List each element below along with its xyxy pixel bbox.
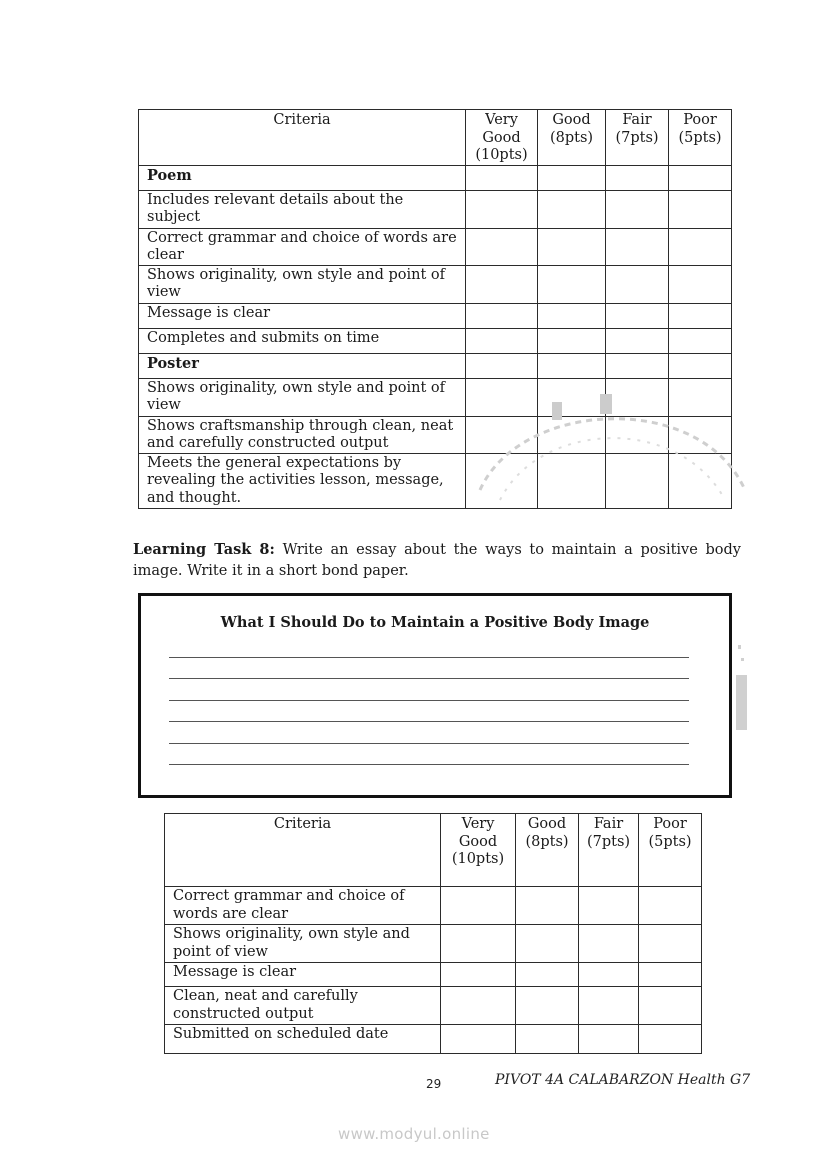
header-fair: Fair (7pts): [606, 110, 669, 166]
score-cell[interactable]: [669, 378, 732, 416]
score-cell[interactable]: [516, 963, 579, 987]
criteria-label: Completes and submits on time: [139, 328, 466, 353]
score-cell[interactable]: [579, 1025, 639, 1054]
score-cell[interactable]: [669, 328, 732, 353]
score-cell[interactable]: [669, 165, 732, 190]
score-cell[interactable]: [669, 416, 732, 453]
score-cell[interactable]: [466, 228, 538, 265]
score-cell[interactable]: [669, 228, 732, 265]
score-cell[interactable]: [538, 303, 606, 328]
score-cell[interactable]: [538, 378, 606, 416]
page-number: 29: [426, 1077, 442, 1091]
score-cell[interactable]: [538, 190, 606, 228]
table-row: [139, 265, 732, 303]
score-cell[interactable]: [669, 190, 732, 228]
header-good: Good (8pts): [538, 110, 606, 166]
essay-title: What I Should Do to Maintain a Positive Body Image: [220, 614, 650, 631]
faded-stamp-edge-icon: [735, 640, 749, 740]
section-row-poem: [139, 165, 732, 190]
essay-writing-line[interactable]: [169, 764, 689, 765]
essay-box: [138, 593, 732, 798]
score-cell[interactable]: [516, 1025, 579, 1054]
score-cell[interactable]: [538, 416, 606, 453]
score-cell[interactable]: [639, 963, 702, 987]
score-cell[interactable]: [538, 353, 606, 378]
rubric-table-essay: [164, 813, 702, 1054]
score-cell[interactable]: [516, 887, 579, 925]
section-row-poster: [139, 353, 732, 378]
table-row: [139, 378, 732, 416]
table-row: [165, 1025, 702, 1054]
score-cell[interactable]: [441, 925, 516, 963]
criteria-label: Message is clear: [139, 303, 466, 328]
score-cell[interactable]: [466, 190, 538, 228]
criteria-label: Message is clear: [165, 963, 441, 987]
score-cell[interactable]: [669, 265, 732, 303]
score-cell[interactable]: [466, 303, 538, 328]
criteria-label: Shows originality, own style and point of view: [139, 378, 466, 416]
score-cell[interactable]: [606, 353, 669, 378]
criteria-label: Shows originality, own style and point of view: [165, 925, 441, 963]
score-cell[interactable]: [466, 165, 538, 190]
criteria-label: Clean, neat and carefully constructed output: [165, 987, 441, 1025]
score-cell[interactable]: [516, 987, 579, 1025]
score-cell[interactable]: [606, 453, 669, 508]
score-cell[interactable]: [606, 378, 669, 416]
header-very-good: Very Good (10pts): [441, 814, 516, 887]
score-cell[interactable]: [466, 378, 538, 416]
score-cell[interactable]: [669, 353, 732, 378]
header-criteria: Criteria: [165, 814, 441, 887]
score-cell[interactable]: [639, 925, 702, 963]
score-cell[interactable]: [606, 328, 669, 353]
header-criteria: Criteria: [139, 110, 466, 166]
score-cell[interactable]: [516, 925, 579, 963]
header-fair: Fair (7pts): [579, 814, 639, 887]
score-cell[interactable]: [466, 265, 538, 303]
score-cell[interactable]: [606, 165, 669, 190]
score-cell[interactable]: [538, 453, 606, 508]
score-cell[interactable]: [639, 887, 702, 925]
rubric-table-poem-poster: [138, 109, 732, 509]
score-cell[interactable]: [579, 887, 639, 925]
header-good: Good (8pts): [516, 814, 579, 887]
score-cell[interactable]: [441, 963, 516, 987]
learning-task-label: Learning Task 8:: [133, 541, 275, 558]
header-poor: Poor (5pts): [669, 110, 732, 166]
criteria-label: Shows craftsmanship through clean, neat and carefully constructed output: [139, 416, 466, 453]
score-cell[interactable]: [606, 190, 669, 228]
score-cell[interactable]: [441, 887, 516, 925]
score-cell[interactable]: [669, 453, 732, 508]
criteria-label: Correct grammar and choice of words are clear: [165, 887, 441, 925]
header-poor: Poor (5pts): [639, 814, 702, 887]
essay-writing-line[interactable]: [169, 700, 689, 701]
essay-writing-line[interactable]: [169, 657, 689, 658]
essay-writing-line[interactable]: [169, 721, 689, 722]
table-row: [139, 328, 732, 353]
score-cell[interactable]: [538, 328, 606, 353]
score-cell[interactable]: [669, 303, 732, 328]
criteria-label: Shows originality, own style and point of view: [139, 265, 466, 303]
score-cell[interactable]: [441, 1025, 516, 1054]
criteria-label: Submitted on scheduled date: [165, 1025, 441, 1054]
table-row: [165, 925, 702, 963]
header-very-good: Very Good (10pts): [466, 110, 538, 166]
score-cell[interactable]: [538, 265, 606, 303]
score-cell[interactable]: [538, 165, 606, 190]
table-row: [139, 190, 732, 228]
score-cell[interactable]: [606, 265, 669, 303]
score-cell[interactable]: [579, 925, 639, 963]
score-cell[interactable]: [639, 1025, 702, 1054]
score-cell[interactable]: [466, 353, 538, 378]
score-cell[interactable]: [538, 228, 606, 265]
score-cell[interactable]: [606, 303, 669, 328]
section-label: Poem: [139, 165, 466, 190]
criteria-label: Includes relevant details about the subject: [139, 190, 466, 228]
learning-task-text: Write an essay about the ways to maintain a positive body image. Write it in a short bond paper.: [133, 542, 741, 579]
learning-task-instructions: [133, 539, 741, 582]
criteria-label: Correct grammar and choice of words are clear: [139, 228, 466, 265]
score-cell[interactable]: [579, 987, 639, 1025]
table-row: [165, 887, 702, 925]
essay-writing-line[interactable]: [169, 678, 689, 679]
score-cell[interactable]: [606, 228, 669, 265]
section-label: Poster: [139, 353, 466, 378]
table-row: [165, 987, 702, 1025]
score-cell[interactable]: [466, 453, 538, 508]
rubric-header-row: [165, 814, 702, 887]
rubric-header-row: [139, 110, 732, 166]
score-cell[interactable]: [606, 416, 669, 453]
table-row: [165, 963, 702, 987]
essay-writing-line[interactable]: [169, 743, 689, 744]
score-cell[interactable]: [441, 987, 516, 1025]
table-row: [139, 303, 732, 328]
score-cell[interactable]: [639, 987, 702, 1025]
table-row: [139, 416, 732, 453]
criteria-label: Meets the general expectations by revealing the activities lesson, message, and thought.: [139, 453, 466, 508]
table-row: [139, 228, 732, 265]
score-cell[interactable]: [466, 328, 538, 353]
table-row: [139, 453, 732, 508]
footer-title: PIVOT 4A CALABARZON Health G7: [495, 1072, 751, 1088]
score-cell[interactable]: [466, 416, 538, 453]
watermark-link[interactable]: www.modyul.online: [338, 1125, 490, 1143]
score-cell[interactable]: [579, 963, 639, 987]
